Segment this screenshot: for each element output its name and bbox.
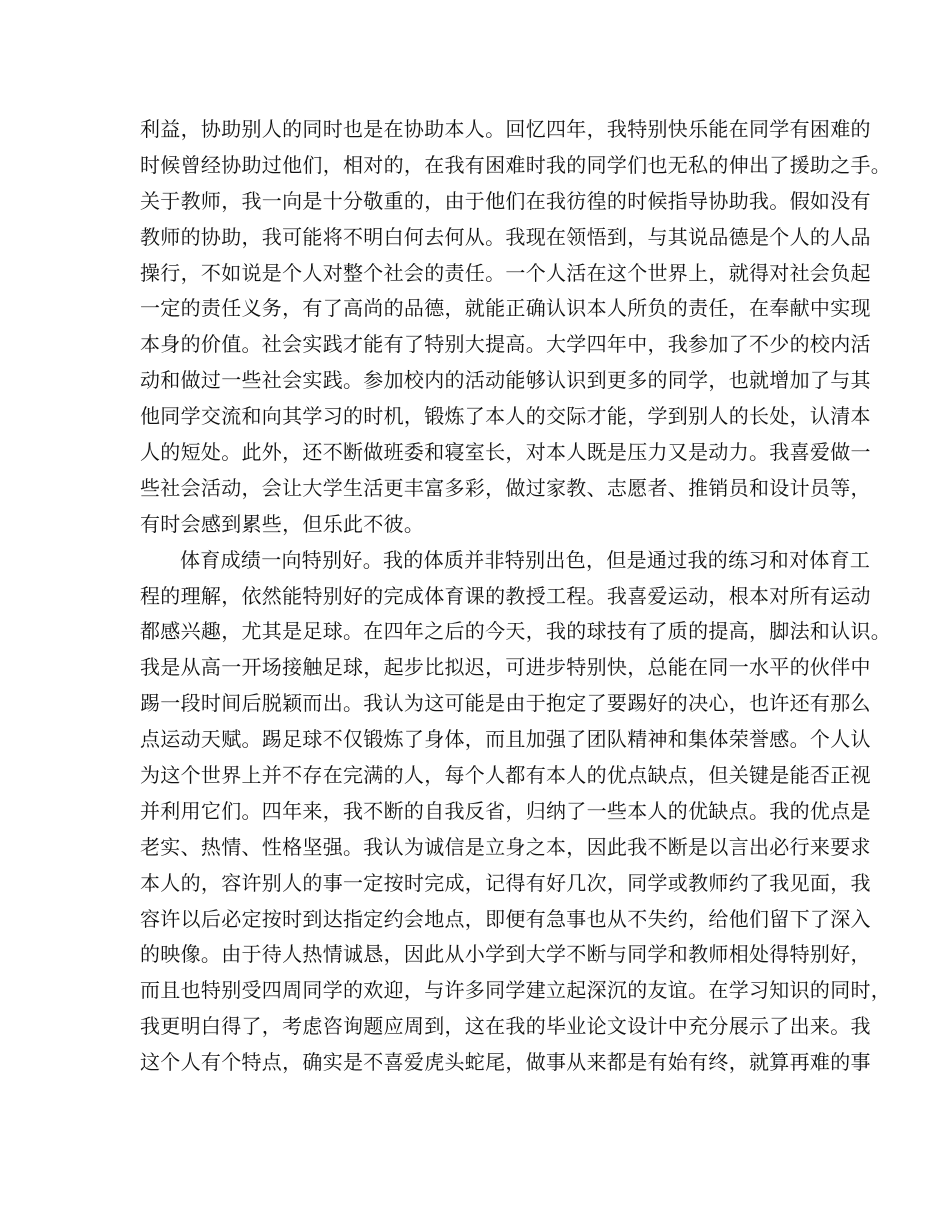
text-line: 并利用它们。四年来，我不断的自我反省，归纳了一些本人的优缺点。我的优点是 [140, 798, 871, 823]
text-line: 程的理解，依然能特别好的完成体育课的教授工程。我喜爱运动，根本对所有运动 [140, 583, 871, 608]
text-line: 他同学交流和向其学习的时机，锻炼了本人的交际才能，学到别人的长处，认清本 [140, 404, 871, 429]
text-line: 时候曾经协助过他们，相对的，在我有困难时我的同学们也无私的伸出了援助之手。 [140, 152, 892, 177]
text-line: 教师的协助，我可能将不明白何去何从。我现在领悟到，与其说品德是个人的人品 [140, 224, 871, 249]
document-body-text [140, 112, 892, 1081]
text-line: 本人的，容许别人的事一定按时完成，记得有好几次，同学或教师约了我见面，我 [140, 870, 871, 895]
text-line: 踢一段时间后脱颖而出。我认为这可能是由于抱定了要踢好的决心，也许还有那么 [140, 691, 871, 716]
text-line: 人的短处。此外，还不断做班委和寝室长，对本人既是压力又是动力。我喜爱做一 [140, 440, 871, 465]
text-line: 这个人有个特点，确实是不喜爱虎头蛇尾，做事从来都是有始有终，就算再难的事 [140, 1050, 871, 1075]
text-line: 利益，协助别人的同时也是在协助本人。回忆四年，我特别快乐能在同学有困难的 [140, 117, 871, 141]
text-line: 本身的价值。社会实践才能有了特别大提高。大学四年中，我参加了不少的校内活 [140, 332, 871, 357]
text-line: 一定的责任义务，有了高尚的品德，就能正确认识本人所负的责任，在奉献中实现 [140, 296, 871, 321]
text-line: 些社会活动，会让大学生活更丰富多彩，做过家教、志愿者、推销员和设计员等， [140, 475, 871, 500]
text-line: 点运动天赋。踢足球不仅锻炼了身体，而且加强了团队精神和集体荣誉感。个人认 [140, 727, 871, 752]
text-line: 动和做过一些社会实践。参加校内的活动能够认识到更多的同学，也就增加了与其 [140, 368, 871, 393]
text-line: 为这个世界上并不存在完满的人，每个人都有本人的优点缺点，但关键是能否正视 [140, 763, 871, 788]
text-line: 而且也特别受四周同学的欢迎，与许多同学建立起深沉的友谊。在学习知识的同时， [140, 978, 892, 1003]
text-line: 操行，不如说是个人对整个社会的责任。一个人活在这个世界上，就得对社会负起 [140, 260, 871, 285]
text-line: 容许以后必定按时到达指定约会地点，即便有急事也从不失约，给他们留下了深入 [140, 906, 871, 931]
text-line: 关于教师，我一向是十分敬重的，由于他们在我彷徨的时候指导协助我。假如没有 [140, 188, 871, 213]
paragraph-first-line: 体育成绩一向特别好。我的体质并非特别出色，但是通过我的练习和对体育工 [180, 547, 871, 572]
text-line: 老实、热情、性格坚强。我认为诚信是立身之本，因此我不断是以言出必行来要求 [140, 834, 871, 859]
text-line: 我是从高一开场接触足球，起步比拟迟，可进步特别快，总能在同一水平的伙伴中 [140, 655, 871, 680]
text-line: 有时会感到累些，但乐此不彼。 [140, 511, 425, 536]
text-line: 的映像。由于待人热情诚恳，因此从小学到大学不断与同学和教师相处得特别好， [140, 942, 871, 967]
text-line: 我更明白得了，考虑咨询题应周到，这在我的毕业论文设计中充分展示了出来。我 [140, 1014, 871, 1039]
text-line: 都感兴趣，尤其是足球。在四年之后的今天，我的球技有了质的提高，脚法和认识。 [140, 619, 892, 644]
